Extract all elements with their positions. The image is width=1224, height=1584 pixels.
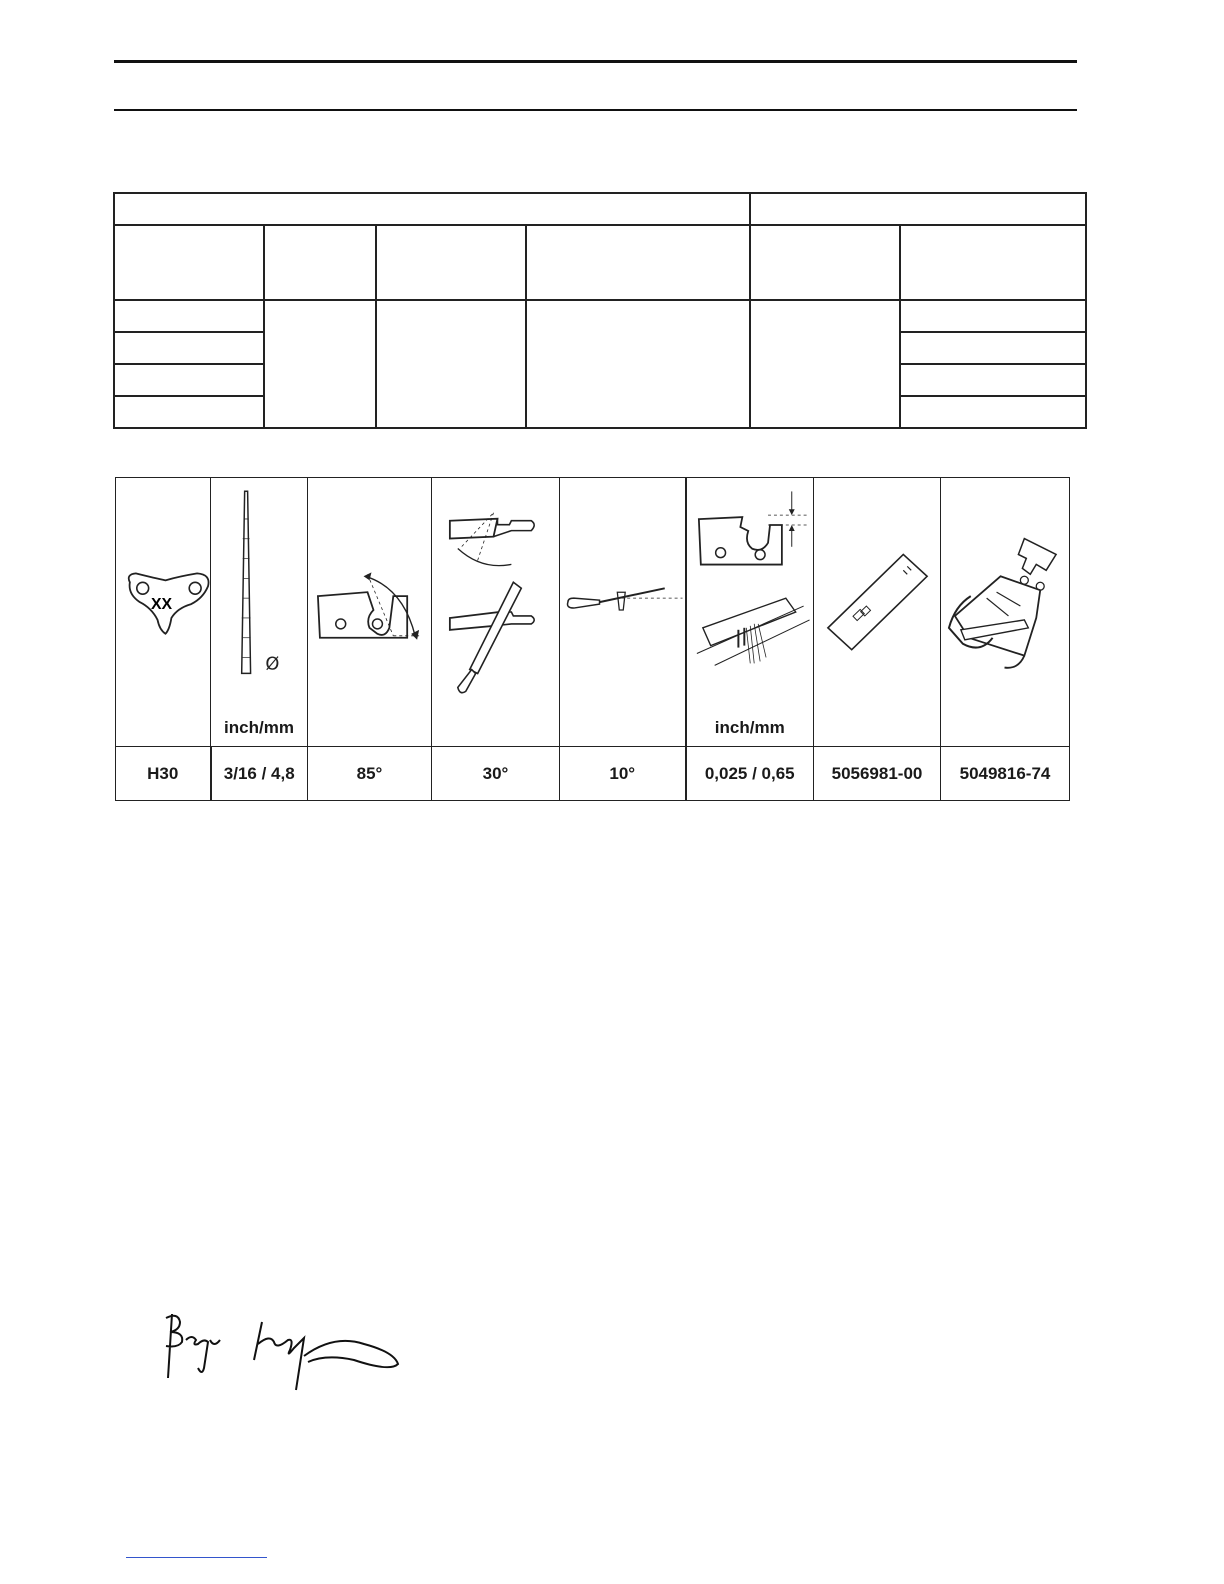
spec-subheader-cell: [376, 225, 526, 300]
cutter-angle-icon: [308, 478, 431, 746]
side-plate-angle-value: 30°: [432, 747, 560, 801]
top-rule: [114, 60, 1077, 63]
spec-header-cell-left: [114, 193, 750, 225]
spec-merged-cell: [750, 300, 900, 428]
specification-table: [113, 192, 1087, 429]
header-rule: [114, 109, 1077, 111]
chain-marking-cell: [116, 478, 211, 747]
spec-cell: [900, 364, 1086, 396]
values-row: [116, 747, 1070, 801]
spec-cell: [114, 396, 264, 428]
depth-gauge-tool-cell: [814, 478, 941, 747]
file-guide-part-number: 5049816-74: [941, 747, 1070, 801]
spec-row: [114, 300, 1086, 332]
footer-link-underline: [126, 1557, 267, 1558]
file-tilt-angle-value: 10°: [560, 747, 686, 801]
spec-subheader-row: [114, 225, 1086, 300]
spec-subheader-cell: [750, 225, 900, 300]
handwritten-signature: [158, 1308, 408, 1398]
depth-gauge-tool-part-number: 5056981-00: [814, 747, 941, 801]
spec-cell: [900, 396, 1086, 428]
file-diameter-value: 3/16 / 4,8: [211, 747, 308, 801]
spec-subheader-cell: [526, 225, 750, 300]
spec-merged-cell: [376, 300, 526, 428]
sharpening-table: [115, 477, 1070, 801]
spec-merged-cell: [526, 300, 750, 428]
spec-cell: [114, 300, 264, 332]
depth-gauge-icon: [687, 478, 814, 746]
file-tilt-angle-cell: [560, 478, 686, 747]
chain-type-value: H30: [116, 747, 211, 801]
round-file-icon: [211, 478, 307, 746]
file-angle-icon: [432, 478, 559, 746]
spec-cell: [900, 332, 1086, 364]
spec-subheader-cell: [114, 225, 264, 300]
depth-gauge-tool-icon: [814, 478, 940, 746]
file-diameter-unit: inch/mm: [224, 718, 294, 737]
file-diameter-symbol: Ø: [265, 653, 280, 675]
file-diameter-cell: [211, 478, 308, 747]
spec-merged-cell: [264, 300, 376, 428]
top-plate-angle-cell: [308, 478, 432, 747]
file-guide-icon: [941, 478, 1069, 746]
spec-cell: [114, 364, 264, 396]
depth-gauge-cell: [686, 478, 814, 747]
spec-header-cell-right: [750, 193, 1086, 225]
depth-gauge-value: 0,025 / 0,65: [686, 747, 814, 801]
chain-link-icon: [116, 478, 210, 746]
top-plate-angle-value: 85°: [308, 747, 432, 801]
chain-marking-text: XX: [150, 596, 173, 614]
spec-cell: [114, 332, 264, 364]
spec-cell: [900, 300, 1086, 332]
side-plate-angle-cell: [432, 478, 560, 747]
spec-subheader-cell: [264, 225, 376, 300]
illustration-row: [116, 478, 1070, 747]
spec-subheader-cell: [900, 225, 1086, 300]
file-tilt-icon: [560, 478, 685, 746]
file-guide-cell: [941, 478, 1070, 747]
spec-header-row: [114, 193, 1086, 225]
depth-gauge-unit: inch/mm: [714, 718, 785, 737]
